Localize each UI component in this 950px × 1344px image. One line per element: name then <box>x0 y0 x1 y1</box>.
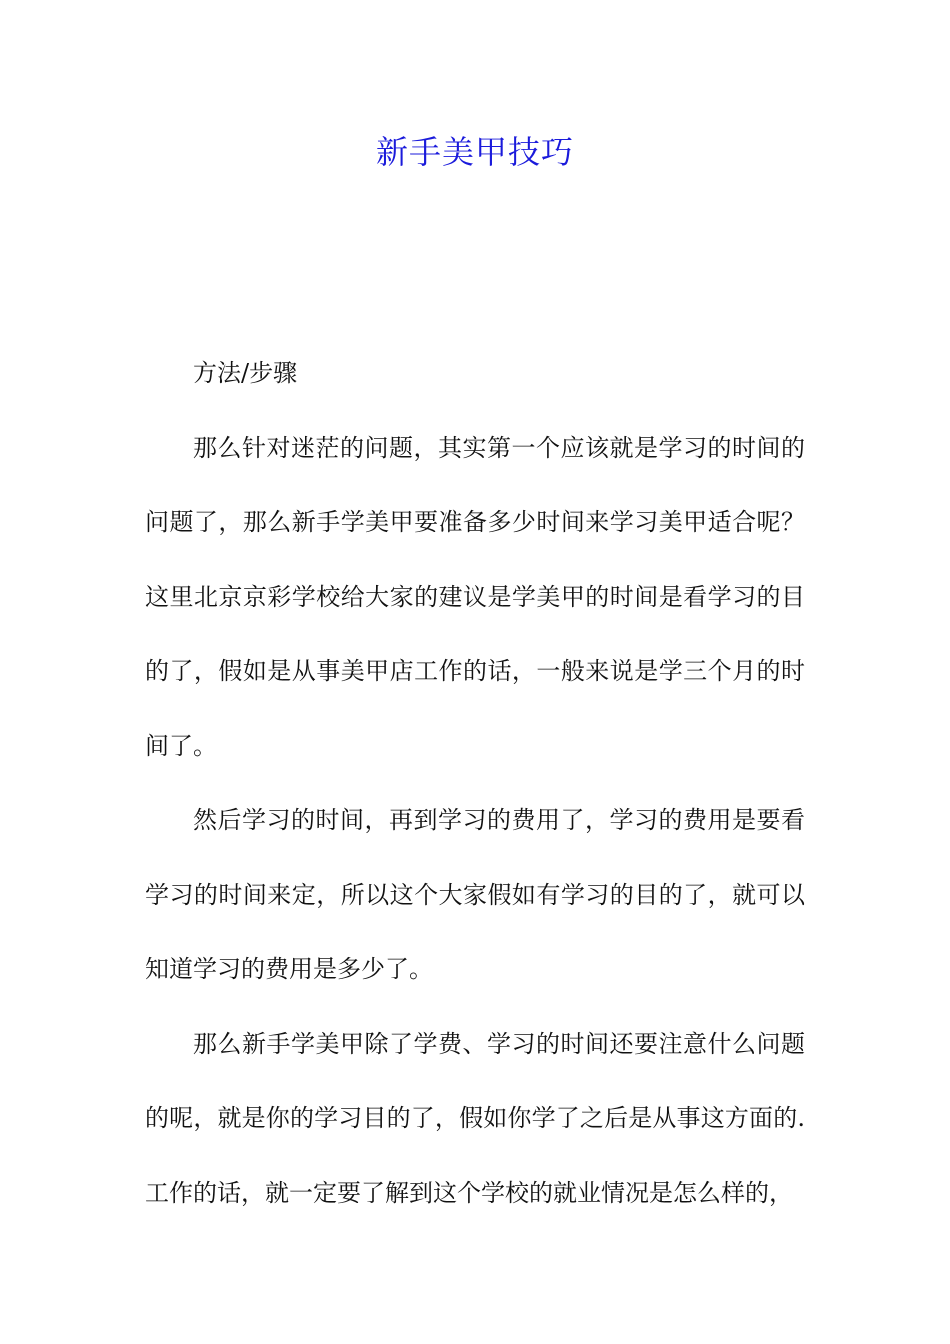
paragraph: 那么针对迷茫的问题，其实第一个应该就是学习的时间的问题了，那么新手学美甲要准备多少时间来学习美甲适合呢？这里北京京彩学校给大家的建议是学美甲的时间是看学习的目的了，假如是从事美甲店工作的话，一般来说是学三个月的时间了。 <box>145 433 805 760</box>
paragraph-heading: 方法/步骤 <box>193 359 298 387</box>
document-title: 新手美甲技巧 <box>375 133 574 171</box>
document-body <box>145 336 805 1230</box>
paragraph: 然后学习的时间，再到学习的费用了，学习的费用是要看学习的时间来定，所以这个大家假如有学习的目的了，就可以知道学习的费用是多少了。 <box>145 806 805 983</box>
paragraph: 那么新手学美甲除了学费、学习的时间还要注意什么问题的呢，就是你的学习目的了，假如你学了之后是从事这方面的.工作的话，就一定要了解到这个学校的就业情况是怎么样的， <box>145 1029 805 1207</box>
